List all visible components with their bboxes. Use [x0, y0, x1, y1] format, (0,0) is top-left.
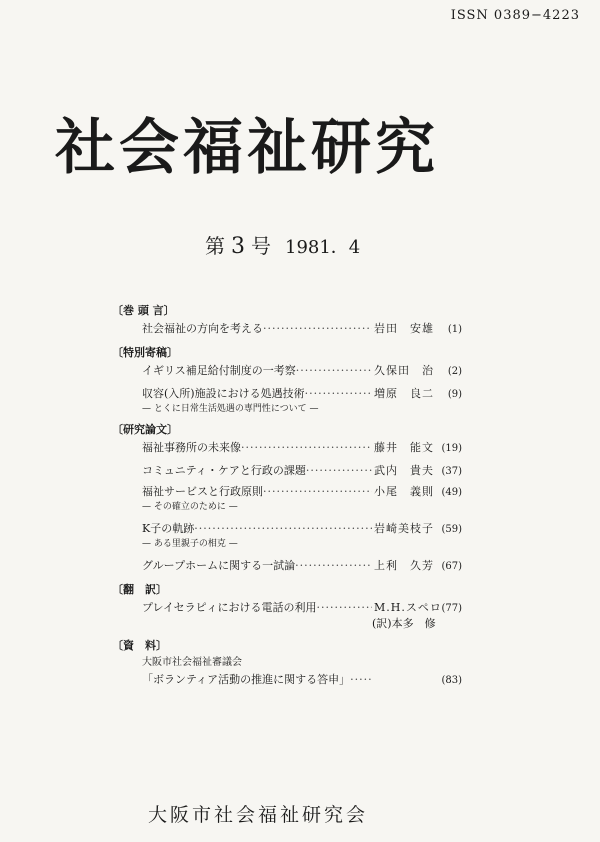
materials-org: 大阪市社会福祉審議会 [142, 657, 242, 668]
entry-page: (19) [441, 443, 462, 454]
toc-entry [142, 521, 462, 538]
entry-title: K子の軌跡 [142, 522, 195, 535]
entry-author: 上利 久芳 [374, 559, 434, 572]
section-heading: 〔巻 頭 言〕 [112, 304, 175, 317]
entry-subtitle: — その確立のために — [142, 502, 238, 512]
issue-suffix: 号 [251, 234, 271, 258]
section-heading: 〔特別寄稿〕 [112, 346, 178, 359]
table-of-contents [112, 302, 462, 689]
translator-line [142, 617, 462, 631]
entry-author: M.H.スペロ [374, 601, 442, 614]
entry-subtitle: — とくに日常生活処遇の専門性について — [142, 404, 319, 414]
entry-title: 福祉事務所の未来像 [142, 441, 241, 454]
entry-title: 収容(入所)施設における処遇技術 [142, 387, 305, 400]
toc-entry [142, 484, 462, 501]
section-heading: 〔翻 訳〕 [112, 583, 167, 596]
toc-entry [142, 321, 462, 338]
entry-page: (2) [447, 366, 462, 377]
issn: ISSN 0389−4223 [450, 8, 580, 23]
issue-number: 3 [231, 234, 245, 259]
entry-author: 久保田 治 [374, 364, 434, 377]
entry-author: 岩田 安雄 [374, 322, 434, 335]
publisher: 大阪市社会福祉研究会 [148, 804, 369, 826]
toc-entry [142, 558, 462, 575]
section-heading: 〔資 料〕 [112, 639, 167, 652]
entry-page: (1) [447, 324, 462, 335]
entry-page: (37) [441, 466, 462, 477]
entry-title: 「ボランティア活動の推進に関する答申」 [142, 673, 351, 686]
entry-subtitle: — ある里親子の相克 — [142, 539, 238, 549]
entry-author: 岩崎美枝子 [374, 522, 434, 535]
entry-author: 藤井 能文 [374, 441, 434, 454]
entry-translator: (訳)本多 修 [372, 617, 436, 630]
entry-author: 小尾 義則 [374, 485, 434, 498]
toc-entry [142, 386, 462, 403]
entry-title: グループホームに関する一試論 [142, 559, 296, 572]
toc-entry [142, 672, 462, 689]
entry-author: 武内 貴夫 [374, 464, 434, 477]
entry-title: コミュニティ・ケアと行政の課題 [142, 464, 306, 477]
toc-entry [142, 363, 462, 380]
toc-entry [142, 463, 462, 480]
entry-title: プレイセラピィにおける電話の利用 [142, 601, 317, 614]
entry-page: (9) [447, 389, 462, 400]
entry-title: イギリス補足給付制度の一考察 [142, 364, 296, 377]
entry-title: 社会福祉の方向を考える [142, 322, 263, 335]
issue-date: 1981．4 [285, 237, 361, 258]
entry-page: (77) [441, 603, 462, 614]
issue-line [205, 230, 360, 259]
journal-title: 社会福祉研究 [55, 113, 439, 183]
toc-entry [142, 440, 462, 457]
toc-entry [142, 600, 462, 617]
entry-author: 増原 良二 [374, 387, 434, 400]
section-heading: 〔研究論文〕 [112, 423, 178, 436]
entry-page: (49) [441, 487, 462, 498]
entry-page: (83) [441, 675, 462, 686]
entry-page: (67) [441, 561, 462, 572]
issue-prefix: 第 [205, 234, 225, 258]
entry-title: 福祉サービスと行政原則 [142, 485, 263, 498]
entry-page: (59) [441, 524, 462, 535]
